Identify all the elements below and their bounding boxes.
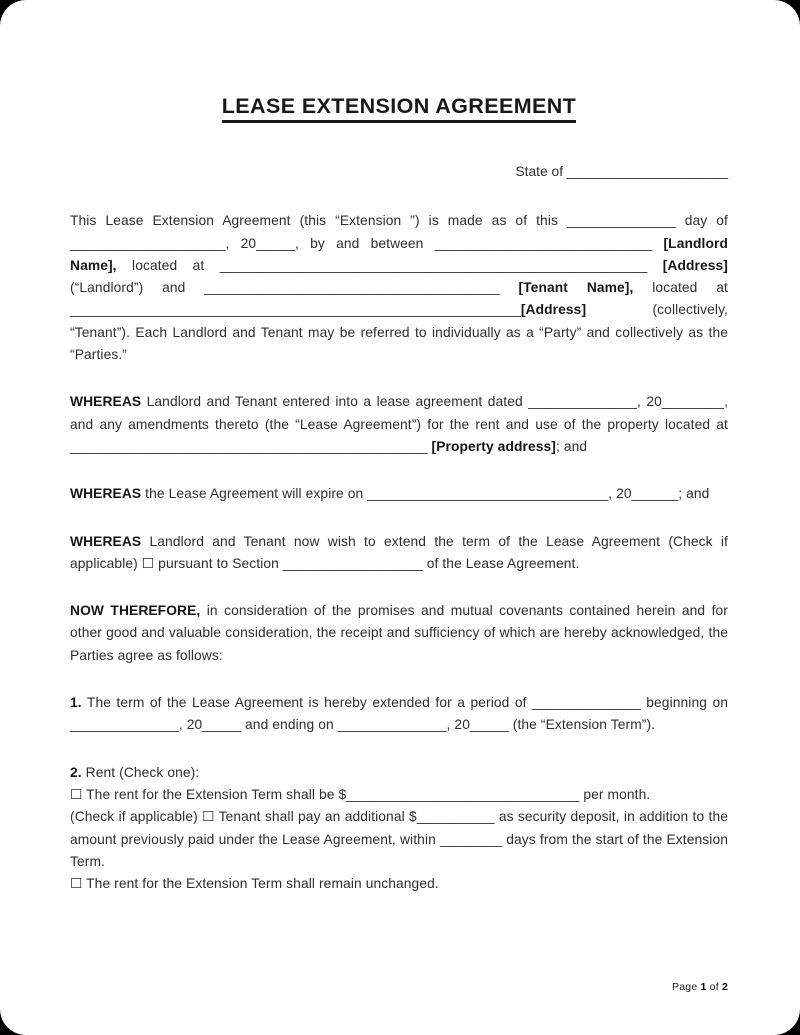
whereas-expire-paragraph — [70, 483, 728, 505]
whereas-keyword: WHEREAS — [70, 394, 142, 410]
whereas-extend-text: Landlord and Tenant now wish to extend the term of the Lease Agreement (Check if applicable) — [70, 533, 728, 571]
now-therefore-keyword: NOW THEREFORE, — [70, 603, 201, 619]
rent-monthly-text: The rent for the Extension Term shall be $______________________________ per month. — [82, 786, 651, 802]
footer-page-word: Page — [672, 981, 701, 993]
footer-page-number: 1 — [700, 981, 707, 993]
intro-text-4: located at __________________________________________________________ — [70, 280, 728, 318]
tenant-address-placeholder: [Address] — [520, 302, 587, 318]
whereas-lease-tail: ; and — [555, 438, 588, 454]
state-of-label: State of — [515, 164, 567, 179]
page-footer — [672, 981, 728, 993]
intro-text-1: This Lease Extension Agreement (this “Extension ”) is made as of this ______________ day of ____________________, 20_____, by and between ____________________________ — [70, 213, 728, 251]
intro-paragraph — [70, 210, 728, 366]
landlord-address-placeholder: [Address] — [662, 257, 728, 273]
state-of-blank: _____________________ — [566, 164, 728, 179]
rent-option-unchanged — [70, 873, 728, 895]
rent-clause-paragraph — [70, 762, 728, 896]
rent-option-monthly — [70, 784, 728, 806]
whereas-lease-paragraph — [70, 391, 728, 458]
tenant-name-placeholder: [Tenant Name], — [518, 280, 634, 296]
whereas-extend-tail: pursuant to Section __________________ of the Lease Agreement. — [154, 555, 580, 571]
now-therefore-text: in consideration of the promises and mutual covenants contained herein and for other good and valuable consideration, the receipt and sufficiency of which are hereby acknowledged, the Parties agree as follows: — [70, 603, 728, 663]
whereas-lease-text: Landlord and Tenant entered into a lease agreement dated ______________, 20________, and any amendments thereto (the “Lease Agreement”) for the rent and use of the property located at ______________________________________________ — [70, 394, 728, 454]
whereas-keyword: WHEREAS — [70, 486, 142, 502]
landlord-name-placeholder: [Landlord Name], — [70, 235, 728, 273]
term-clause-paragraph — [70, 692, 728, 737]
term-clause-number: 1. — [70, 695, 82, 711]
rent-deposit-text: Tenant shall pay an additional $__________ as security deposit, in addition to the amount previously paid under the Lease Agreement, within ________ days from the start of the Extension Term. — [70, 809, 728, 869]
rent-deposit-prefix: (Check if applicable) — [70, 809, 203, 825]
rent-monthly-checkbox: ☐ — [70, 786, 83, 803]
document-title — [70, 94, 728, 123]
pursuant-section-checkbox: ☐ — [141, 555, 155, 572]
property-address-placeholder: [Property address] — [431, 438, 556, 454]
footer-of-word: of — [706, 981, 722, 993]
footer-total-pages: 2 — [721, 981, 728, 993]
intro-text-5: (collectively, “Tenant”). Each Landlord and Tenant may be referred to individually as a “Party” and collectively as the “Parties.” — [70, 302, 728, 363]
security-deposit-checkbox: ☐ — [202, 809, 215, 826]
rent-unchanged-checkbox: ☐ — [70, 876, 83, 893]
rent-clause-heading-text: Rent (Check one): — [81, 764, 200, 780]
intro-text-3: (“Landlord”) and ______________________________________ — [70, 280, 519, 296]
rent-clause-number: 2. — [70, 764, 82, 780]
whereas-expire-text: the Lease Agreement will expire on _______________________________, 20______; and — [141, 486, 710, 502]
intro-text-2: located at _______________________________________________________ — [116, 257, 663, 273]
term-clause-text: The term of the Lease Agreement is hereby extended for a period of ______________ beginning on ______________, 20_____ and ending on ______________, 20_____ (the “Extension Term”). — [70, 695, 728, 733]
rent-clause-heading — [70, 762, 728, 784]
whereas-extend-paragraph — [70, 531, 728, 576]
document-title-text: LEASE EXTENSION AGREEMENT — [222, 94, 576, 123]
whereas-keyword: WHEREAS — [70, 533, 142, 549]
state-of-line — [70, 161, 728, 183]
rent-option-deposit — [70, 806, 728, 873]
rent-unchanged-text: The rent for the Extension Term shall remain unchanged. — [82, 876, 439, 892]
now-therefore-paragraph — [70, 600, 728, 667]
